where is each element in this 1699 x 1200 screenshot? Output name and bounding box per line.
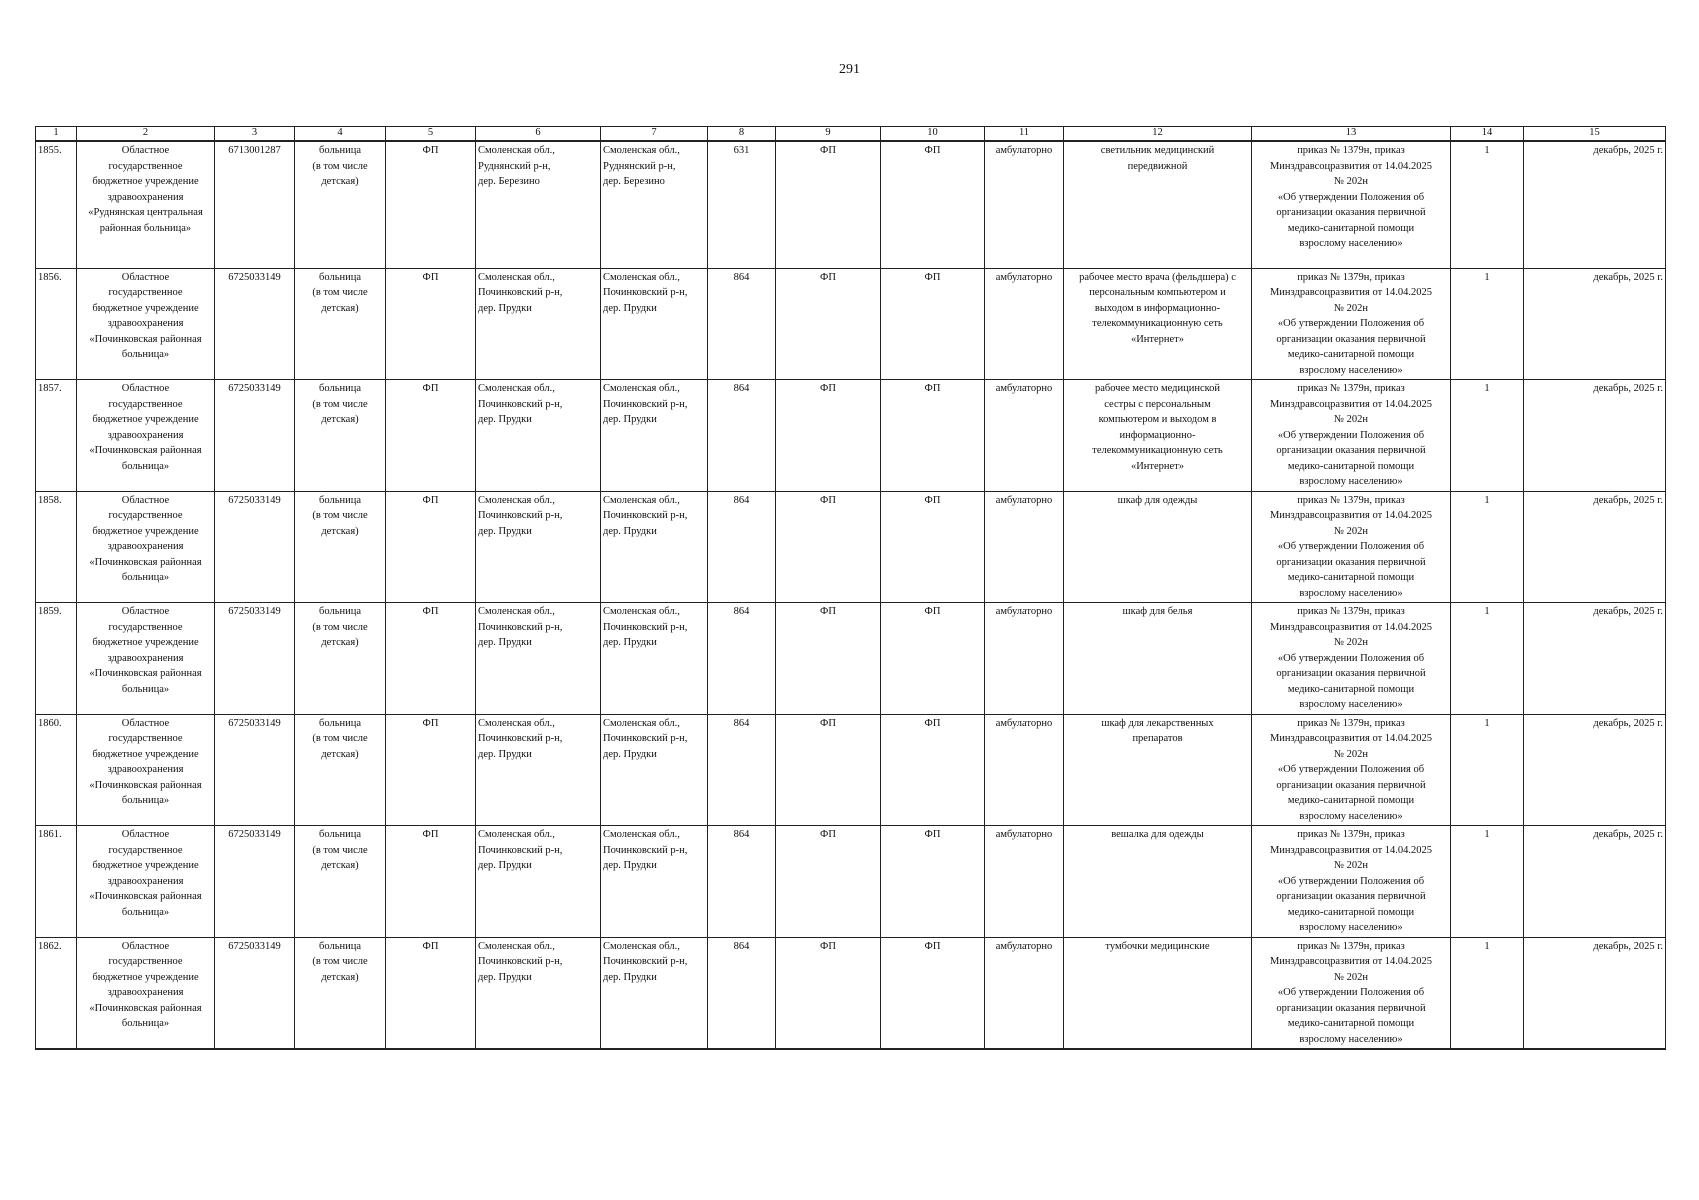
- delivery-date: декабрь, 2025 г.: [1524, 937, 1666, 1049]
- address-secondary: Смоленская обл., Починковский р-н, дер. Прудки: [601, 268, 708, 380]
- address-primary: Смоленская обл., Починковский р-н, дер. Прудки: [476, 603, 601, 715]
- column-header: 12: [1064, 127, 1252, 142]
- unit-type: ФП: [386, 937, 476, 1049]
- quantity: 1: [1451, 491, 1524, 603]
- table-row: [36, 380, 1666, 492]
- table-row: [36, 268, 1666, 380]
- header-row: [36, 127, 1666, 142]
- unit-code: 864: [708, 714, 776, 826]
- address-primary: Смоленская обл., Починковский р-н, дер. Прудки: [476, 714, 601, 826]
- organization-name: Областное государственное бюджетное учреждение здравоохранения «Руднянская центральная районная больница»: [77, 141, 215, 268]
- care-mode: амбулаторно: [985, 380, 1064, 492]
- address-primary: Смоленская обл., Руднянский р-н, дер. Березино: [476, 141, 601, 268]
- delivery-date: декабрь, 2025 г.: [1524, 603, 1666, 715]
- equipment-name: шкаф для лекарственных препаратов: [1064, 714, 1252, 826]
- care-mode: амбулаторно: [985, 141, 1064, 268]
- row-number: 1856.: [36, 268, 77, 380]
- column-header: 6: [476, 127, 601, 142]
- table-row: [36, 937, 1666, 1049]
- care-mode: амбулаторно: [985, 603, 1064, 715]
- quantity: 1: [1451, 714, 1524, 826]
- organization-name: Областное государственное бюджетное учреждение здравоохранения «Починковская районная больница»: [77, 714, 215, 826]
- facility-type: больница (в том числе детская): [295, 491, 386, 603]
- quantity: 1: [1451, 268, 1524, 380]
- unit-type-3: ФП: [881, 826, 985, 938]
- column-header: 9: [776, 127, 881, 142]
- table-row: [36, 826, 1666, 938]
- delivery-date: декабрь, 2025 г.: [1524, 714, 1666, 826]
- organization-name: Областное государственное бюджетное учреждение здравоохранения «Починковская районная больница»: [77, 826, 215, 938]
- care-mode: амбулаторно: [985, 826, 1064, 938]
- unit-type-2: ФП: [776, 714, 881, 826]
- page-number: 291: [839, 62, 860, 77]
- unit-type-2: ФП: [776, 826, 881, 938]
- inn-code: 6713001287: [215, 141, 295, 268]
- unit-type: ФП: [386, 268, 476, 380]
- row-number: 1861.: [36, 826, 77, 938]
- order-reference: приказ № 1379н, приказ Минздравсоцразвития от 14.04.2025 № 202н «Об утверждении Положения об организации оказания первичной медико-санитарной помощи взрослому населению»: [1252, 603, 1451, 715]
- equipment-name: светильник медицинский передвижной: [1064, 141, 1252, 268]
- quantity: 1: [1451, 937, 1524, 1049]
- row-number: 1860.: [36, 714, 77, 826]
- unit-type: ФП: [386, 491, 476, 603]
- unit-type-3: ФП: [881, 491, 985, 603]
- order-reference: приказ № 1379н, приказ Минздравсоцразвития от 14.04.2025 № 202н «Об утверждении Положения об организации оказания первичной медико-санитарной помощи взрослому населению»: [1252, 141, 1451, 268]
- equipment-name: шкаф для белья: [1064, 603, 1252, 715]
- unit-type-2: ФП: [776, 937, 881, 1049]
- quantity: 1: [1451, 826, 1524, 938]
- column-header: 10: [881, 127, 985, 142]
- care-mode: амбулаторно: [985, 714, 1064, 826]
- unit-code: 864: [708, 826, 776, 938]
- care-mode: амбулаторно: [985, 268, 1064, 380]
- unit-type-2: ФП: [776, 268, 881, 380]
- unit-type-2: ФП: [776, 141, 881, 268]
- inn-code: 6725033149: [215, 937, 295, 1049]
- address-secondary: Смоленская обл., Починковский р-н, дер. Прудки: [601, 491, 708, 603]
- unit-type-2: ФП: [776, 491, 881, 603]
- address-primary: Смоленская обл., Починковский р-н, дер. Прудки: [476, 380, 601, 492]
- care-mode: амбулаторно: [985, 937, 1064, 1049]
- equipment-name: тумбочки медицинские: [1064, 937, 1252, 1049]
- row-number: 1859.: [36, 603, 77, 715]
- address-primary: Смоленская обл., Починковский р-н, дер. Прудки: [476, 826, 601, 938]
- column-header: 13: [1252, 127, 1451, 142]
- facility-type: больница (в том числе детская): [295, 380, 386, 492]
- address-secondary: Смоленская обл., Починковский р-н, дер. Прудки: [601, 826, 708, 938]
- equipment-name: рабочее место врача (фельдшера) с персональным компьютером и выходом в информационно- телекоммуникационную сеть «Интернет»: [1064, 268, 1252, 380]
- delivery-date: декабрь, 2025 г.: [1524, 491, 1666, 603]
- row-number: 1858.: [36, 491, 77, 603]
- unit-code: 864: [708, 268, 776, 380]
- unit-code: 864: [708, 491, 776, 603]
- unit-type: ФП: [386, 603, 476, 715]
- inn-code: 6725033149: [215, 714, 295, 826]
- row-number: 1855.: [36, 141, 77, 268]
- table-row: [36, 491, 1666, 603]
- delivery-date: декабрь, 2025 г.: [1524, 268, 1666, 380]
- row-number: 1862.: [36, 937, 77, 1049]
- column-header: 4: [295, 127, 386, 142]
- unit-code: 864: [708, 603, 776, 715]
- facility-type: больница (в том числе детская): [295, 937, 386, 1049]
- table-row: [36, 141, 1666, 268]
- unit-type-3: ФП: [881, 380, 985, 492]
- unit-type-3: ФП: [881, 268, 985, 380]
- address-secondary: Смоленская обл., Починковский р-н, дер. Прудки: [601, 937, 708, 1049]
- column-header: 14: [1451, 127, 1524, 142]
- organization-name: Областное государственное бюджетное учреждение здравоохранения «Починковская районная больница»: [77, 937, 215, 1049]
- unit-type-2: ФП: [776, 603, 881, 715]
- equipment-table: [35, 126, 1666, 1050]
- equipment-name: шкаф для одежды: [1064, 491, 1252, 603]
- column-header: 11: [985, 127, 1064, 142]
- address-primary: Смоленская обл., Починковский р-н, дер. Прудки: [476, 491, 601, 603]
- facility-type: больница (в том числе детская): [295, 141, 386, 268]
- column-header: 15: [1524, 127, 1666, 142]
- inn-code: 6725033149: [215, 380, 295, 492]
- unit-type: ФП: [386, 826, 476, 938]
- organization-name: Областное государственное бюджетное учреждение здравоохранения «Починковская районная больница»: [77, 603, 215, 715]
- column-header: 1: [36, 127, 77, 142]
- address-primary: Смоленская обл., Починковский р-н, дер. Прудки: [476, 937, 601, 1049]
- address-secondary: Смоленская обл., Починковский р-н, дер. Прудки: [601, 714, 708, 826]
- unit-type: ФП: [386, 141, 476, 268]
- delivery-date: декабрь, 2025 г.: [1524, 141, 1666, 268]
- row-number: 1857.: [36, 380, 77, 492]
- order-reference: приказ № 1379н, приказ Минздравсоцразвития от 14.04.2025 № 202н «Об утверждении Положения об организации оказания первичной медико-санитарной помощи взрослому населению»: [1252, 380, 1451, 492]
- unit-type-3: ФП: [881, 141, 985, 268]
- address-secondary: Смоленская обл., Руднянский р-н, дер. Березино: [601, 141, 708, 268]
- unit-type: ФП: [386, 380, 476, 492]
- inn-code: 6725033149: [215, 491, 295, 603]
- inn-code: 6725033149: [215, 268, 295, 380]
- table-row: [36, 603, 1666, 715]
- delivery-date: декабрь, 2025 г.: [1524, 826, 1666, 938]
- order-reference: приказ № 1379н, приказ Минздравсоцразвития от 14.04.2025 № 202н «Об утверждении Положения об организации оказания первичной медико-санитарной помощи взрослому населению»: [1252, 826, 1451, 938]
- facility-type: больница (в том числе детская): [295, 826, 386, 938]
- order-reference: приказ № 1379н, приказ Минздравсоцразвития от 14.04.2025 № 202н «Об утверждении Положения об организации оказания первичной медико-санитарной помощи взрослому населению»: [1252, 714, 1451, 826]
- quantity: 1: [1451, 603, 1524, 715]
- facility-type: больница (в том числе детская): [295, 603, 386, 715]
- care-mode: амбулаторно: [985, 491, 1064, 603]
- equipment-name: вешалка для одежды: [1064, 826, 1252, 938]
- facility-type: больница (в том числе детская): [295, 714, 386, 826]
- table-row: [36, 714, 1666, 826]
- unit-type-3: ФП: [881, 603, 985, 715]
- column-header: 8: [708, 127, 776, 142]
- column-header: 5: [386, 127, 476, 142]
- facility-type: больница (в том числе детская): [295, 268, 386, 380]
- unit-type-3: ФП: [881, 714, 985, 826]
- delivery-date: декабрь, 2025 г.: [1524, 380, 1666, 492]
- organization-name: Областное государственное бюджетное учреждение здравоохранения «Починковская районная больница»: [77, 268, 215, 380]
- inn-code: 6725033149: [215, 826, 295, 938]
- unit-code: 864: [708, 937, 776, 1049]
- order-reference: приказ № 1379н, приказ Минздравсоцразвития от 14.04.2025 № 202н «Об утверждении Положения об организации оказания первичной медико-санитарной помощи взрослому населению»: [1252, 937, 1451, 1049]
- column-header: 2: [77, 127, 215, 142]
- address-secondary: Смоленская обл., Починковский р-н, дер. Прудки: [601, 603, 708, 715]
- quantity: 1: [1451, 141, 1524, 268]
- order-reference: приказ № 1379н, приказ Минздравсоцразвития от 14.04.2025 № 202н «Об утверждении Положения об организации оказания первичной медико-санитарной помощи взрослому населению»: [1252, 491, 1451, 603]
- inn-code: 6725033149: [215, 603, 295, 715]
- address-secondary: Смоленская обл., Починковский р-н, дер. Прудки: [601, 380, 708, 492]
- unit-code: 631: [708, 141, 776, 268]
- organization-name: Областное государственное бюджетное учреждение здравоохранения «Починковская районная больница»: [77, 491, 215, 603]
- quantity: 1: [1451, 380, 1524, 492]
- address-primary: Смоленская обл., Починковский р-н, дер. Прудки: [476, 268, 601, 380]
- column-header: 3: [215, 127, 295, 142]
- unit-code: 864: [708, 380, 776, 492]
- organization-name: Областное государственное бюджетное учреждение здравоохранения «Починковская районная больница»: [77, 380, 215, 492]
- order-reference: приказ № 1379н, приказ Минздравсоцразвития от 14.04.2025 № 202н «Об утверждении Положения об организации оказания первичной медико-санитарной помощи взрослому населению»: [1252, 268, 1451, 380]
- unit-type-2: ФП: [776, 380, 881, 492]
- unit-type-3: ФП: [881, 937, 985, 1049]
- column-header: 7: [601, 127, 708, 142]
- equipment-name: рабочее место медицинской сестры с персональным компьютером и выходом в информационно- телекоммуникационную сеть «Интернет»: [1064, 380, 1252, 492]
- unit-type: ФП: [386, 714, 476, 826]
